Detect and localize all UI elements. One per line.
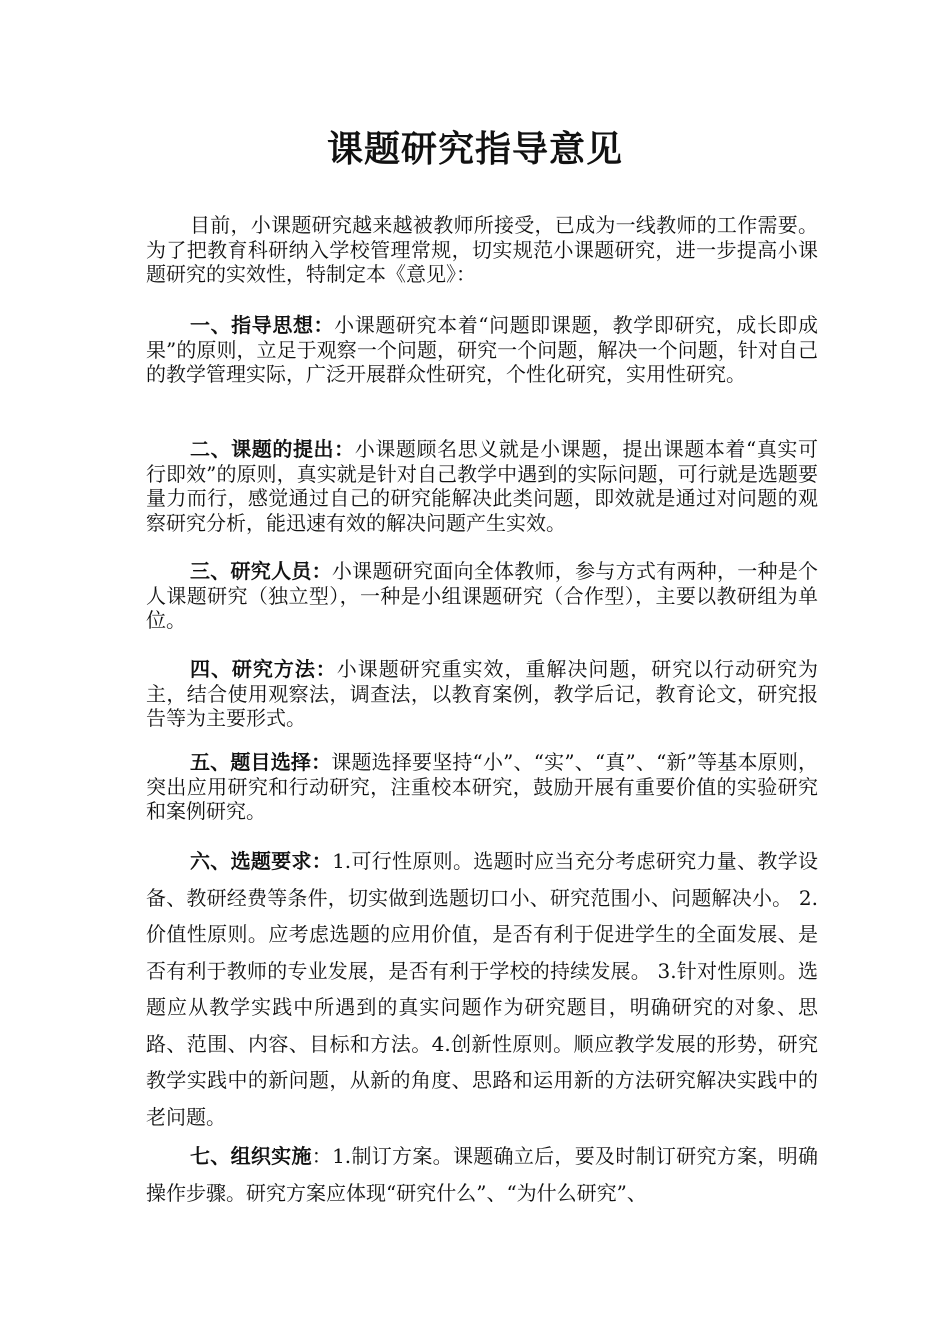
section-guiding-ideology: [146, 313, 818, 387]
section-text: 课题选择要坚持“小”、“实”、“真”、“新”等基本原则，突出应用研究和行动研究，注重校本研究，鼓励开展有重要价值的实验研究和案例研究。: [146, 750, 819, 823]
section-text: ：1.制订方案。课题确立后，要及时制订研究方案，明确操作步骤。研究方案应体现“研究什么”、“为什么研究”、: [146, 1144, 818, 1205]
section-organization-implementation: [146, 1138, 818, 1211]
section-topic-proposal: [146, 437, 818, 535]
section-text: 1.可行性原则。选题时应当充分考虑研究力量、教学设备、教研经费等条件，切实做到选题切口小、研究范围小、问题解决小。 2.价值性原则。应考虑选题的应用价值，是否有利于促进学生的全面发展、是否有利于教师的专业发展，是否有利于学校的持续发展。 3.针对性原则。选题应从教学实践中所遇到的真实问题作为研究题目，明确研究的对象、思路、范围、内容、目标和方法。4.创新性原则。顺应教学发展的形势，研究教学实践中的新问题，从新的角度、思路和运用新的方法研究解决实践中的老问题。: [146, 849, 818, 1129]
section-text: 小课题研究本着“问题即课题，教学即研究，成长即成果”的原则，立足于观察一个问题，研究一个问题，解决一个问题，针对自己的教学管理实际，广泛开展群众性研究，个性化研究，实用性研究。: [146, 313, 819, 386]
section-research-staff: [146, 559, 818, 633]
section-heading: 七、组织实施: [190, 1144, 312, 1168]
section-heading: 五、题目选择：: [190, 750, 332, 774]
section-heading: 一、指导思想：: [190, 313, 335, 337]
section-topic-selection: [146, 750, 818, 824]
section-text: 小课题研究重实效，重解决问题，研究以行动研究为主，结合使用观察法，调查法，以教育案例，教学后记，教育论文，研究报告等为主要形式。: [146, 657, 819, 730]
document-title: 课题研究指导意见: [326, 128, 623, 170]
section-text: 小课题研究面向全体教师，参与方式有两种，一种是个人课题研究（独立型），一种是小组课题研究（合作型），主要以教研组为单位。: [146, 559, 819, 632]
section-heading: 六、选题要求：: [190, 849, 333, 873]
section-text: 小课题顾名思义就是小课题，提出课题本着“真实可行即效”的原则，真实就是针对自己教学中遇到的实际问题，可行就是选题要量力而行，感觉通过自己的研究能解决此类问题，即效就是通过对问题的观察研究分析，能迅速有效的解决问题产生实效。: [146, 437, 819, 535]
section-selection-requirements: [146, 843, 818, 1135]
intro-paragraph: 目前，小课题研究越来越被教师所接受，已成为一线教师的工作需要。为了把教育科研纳入学校管理常规，切实规范小课题研究，进一步提高小课题研究的实效性，特制定本《意见》：: [146, 213, 818, 286]
section-heading: 三、研究人员：: [190, 559, 332, 583]
section-heading: 二、课题的提出：: [190, 437, 355, 461]
section-heading: 四、研究方法：: [190, 657, 337, 681]
section-research-methods: [146, 657, 818, 731]
